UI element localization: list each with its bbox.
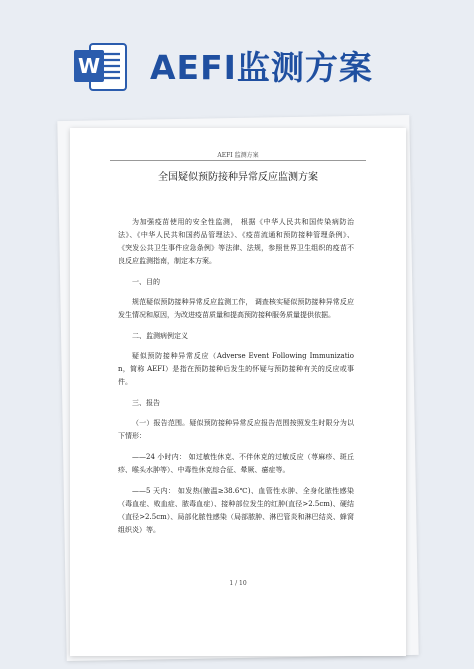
word-icon-letter: W bbox=[77, 54, 101, 78]
section-heading-purpose: 一、目的 bbox=[132, 278, 160, 286]
header-rule bbox=[110, 160, 366, 161]
report-item-24h: ——24 小时内： 如过敏性休克、不伴休克的过敏反应（荨麻疹、斑丘疹、喉头水肿等）、中毒性休克综合征、晕厥、癔症等。 bbox=[118, 453, 354, 474]
page-number: 1 / 10 bbox=[229, 580, 247, 587]
document-body bbox=[118, 216, 354, 545]
banner bbox=[0, 0, 474, 112]
definition-paragraph: 疑似预防接种异常反应（Adverse Event Following Immunization，简称 AEFI）是指在预防接种后发生的怀疑与预防接种有关的反应或事件。 bbox=[118, 352, 354, 386]
report-item-5d: ——5 天内： 如发热(腋温≥38.6℃)、血管性水肿、全身化脓性感染（毒血症、败血症、脓毒血症）、接种部位发生的红肿(直径>2.5cm)、硬结（直径>2.5cm）、局部化脓性感染（局部脓肿、淋巴管炎和淋巴结炎、蜂窝组织炎）等。 bbox=[118, 487, 354, 534]
banner-title: AEFI监测方案 bbox=[150, 48, 373, 87]
section-heading-report: 三、报告 bbox=[132, 399, 160, 407]
section-heading-definition: 二、监测病例定义 bbox=[132, 332, 188, 340]
document-title: 全国疑似预防接种异常反应监测方案 bbox=[158, 172, 318, 183]
intro-paragraph: 为加强疫苗使用的安全性监测， 根据《中华人民共和国传染病防治法》、《中华人民共和国药品管理法》、《疫苗流通和预防接种管理条例》、 《突发公共卫生事件应急条例》等法律、法规，参照世界卫生组织的疫苗不良反应监测指南，制定本方案。 bbox=[118, 218, 354, 265]
word-doc-icon bbox=[72, 38, 130, 96]
purpose-paragraph: 规范疑似预防接种异常反应监测工作， 调查核实疑似预防接种异常反应发生情况和原因，为改进疫苗质量和提高预防接种服务质量提供依据。 bbox=[118, 298, 354, 319]
document-page bbox=[70, 128, 406, 656]
running-header: AEFI 监测方案 bbox=[217, 152, 259, 159]
report-scope-paragraph: （一）报告范围。疑似预防接种异常反应报告范围按照发生时限分为以下情形： bbox=[118, 419, 354, 440]
